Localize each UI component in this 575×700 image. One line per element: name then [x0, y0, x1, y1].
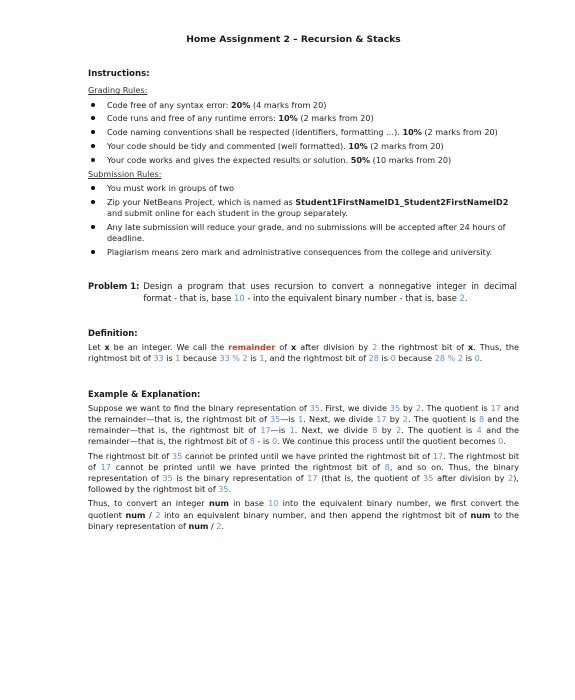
submission-rule: Plagiarism means zero mark and administrative consequences from the college and university.: [88, 247, 519, 258]
bullet-icon: [91, 200, 95, 204]
submission-rule: You must work in groups of two: [88, 183, 519, 194]
grading-rule: Your code should be tidy and commented (well formatted). 10% (2 marks from 20): [88, 141, 519, 152]
grading-rule: Your code works and gives the expected results or solution. 50% (10 marks from 20): [88, 155, 519, 166]
submission-rule: Zip your NetBeans Project, which is named as Student1FirstNameID1_Student2FirstNameID2 and submit online for each student in the group separately.: [88, 197, 519, 219]
definition-text: Let x be an integer. We call the remainder of x after division by 2 the rightmost bit of x. Thus, the rightmost bit of 33 is 1 because 33 % 2 is 1, and the rightmost bit of 28 is 0 because 28 % 2 is 0.: [88, 342, 519, 364]
problem-1: [88, 281, 519, 304]
grading-rule: Code naming conventions shall be respected (identifiers, formatting …). 10% (2 marks from 20): [88, 127, 519, 138]
example-paragraph-3: Thus, to convert an integer num in base 10 into the equivalent binary number, we first convert the quotient num / 2 into an equivalent binary number, and then append the rightmost bit of num to the binary representation of num / 2.: [88, 498, 520, 531]
grading-rules-list: [88, 100, 519, 166]
submission-rules-list: [88, 183, 519, 258]
example-paragraph-2: The rightmost bit of 35 cannot be printed until we have printed the rightmost bit of 17. The rightmost bit of 17 cannot be printed until we have printed the rightmost bit of 8, and so on. Thus, the binary representation of 35 is the binary representation of 17 (that is, the quotient of 35 after division by 2), followed by the rightmost bit of 35.: [88, 450, 520, 495]
bullet-icon: [91, 186, 95, 190]
submission-rules-title: Submission Rules:: [88, 169, 162, 179]
bullet-icon: [91, 158, 95, 162]
bullet-icon: [91, 144, 95, 148]
bullet-icon: [91, 116, 95, 120]
example-paragraph-1: Suppose we want to find the binary representation of 35. First, we divide 35 by 2. The quotient is 17 and the remainder—that is, the rightmost bit of 35—is 1. Next, we divide 17 by 2. The quotient is 8 and the remainder—that is, the rightmost bit of 17—is 1. Next, we divide 8 by 2. The quotient is 4 and the remainder—that is, the rightmost bit of 8 - is 0. We continue this process until the quotient becomes 0.: [88, 402, 520, 447]
submission-rule: Any late submission will reduce your grade, and no submissions will be accepted after 24 hours of deadline.: [88, 222, 519, 244]
definition-heading: Definition:: [88, 328, 138, 339]
bullet-icon: [91, 250, 95, 254]
bullet-icon: [91, 103, 95, 107]
instructions-heading: Instructions:: [88, 69, 150, 80]
grading-rule: Code free of any syntax error: 20% (4 marks from 20): [88, 100, 519, 111]
bullet-icon: [91, 130, 95, 134]
problem-statement: Design a program that uses recursion to convert a nonnegative integer in decimal format - that is, base 10 - into the equivalent binary number - that is, base 2.: [143, 281, 517, 303]
grading-rule: Code runs and free of any runtime errors: 10% (2 marks from 20): [88, 113, 519, 124]
document-title: Home Assignment 2 – Recursion & Stacks: [186, 34, 401, 45]
bullet-icon: [91, 225, 95, 229]
example-heading: Example & Explanation:: [88, 388, 201, 399]
grading-rules-title: Grading Rules:: [88, 85, 148, 96]
problem-label: Problem 1:: [88, 281, 140, 292]
